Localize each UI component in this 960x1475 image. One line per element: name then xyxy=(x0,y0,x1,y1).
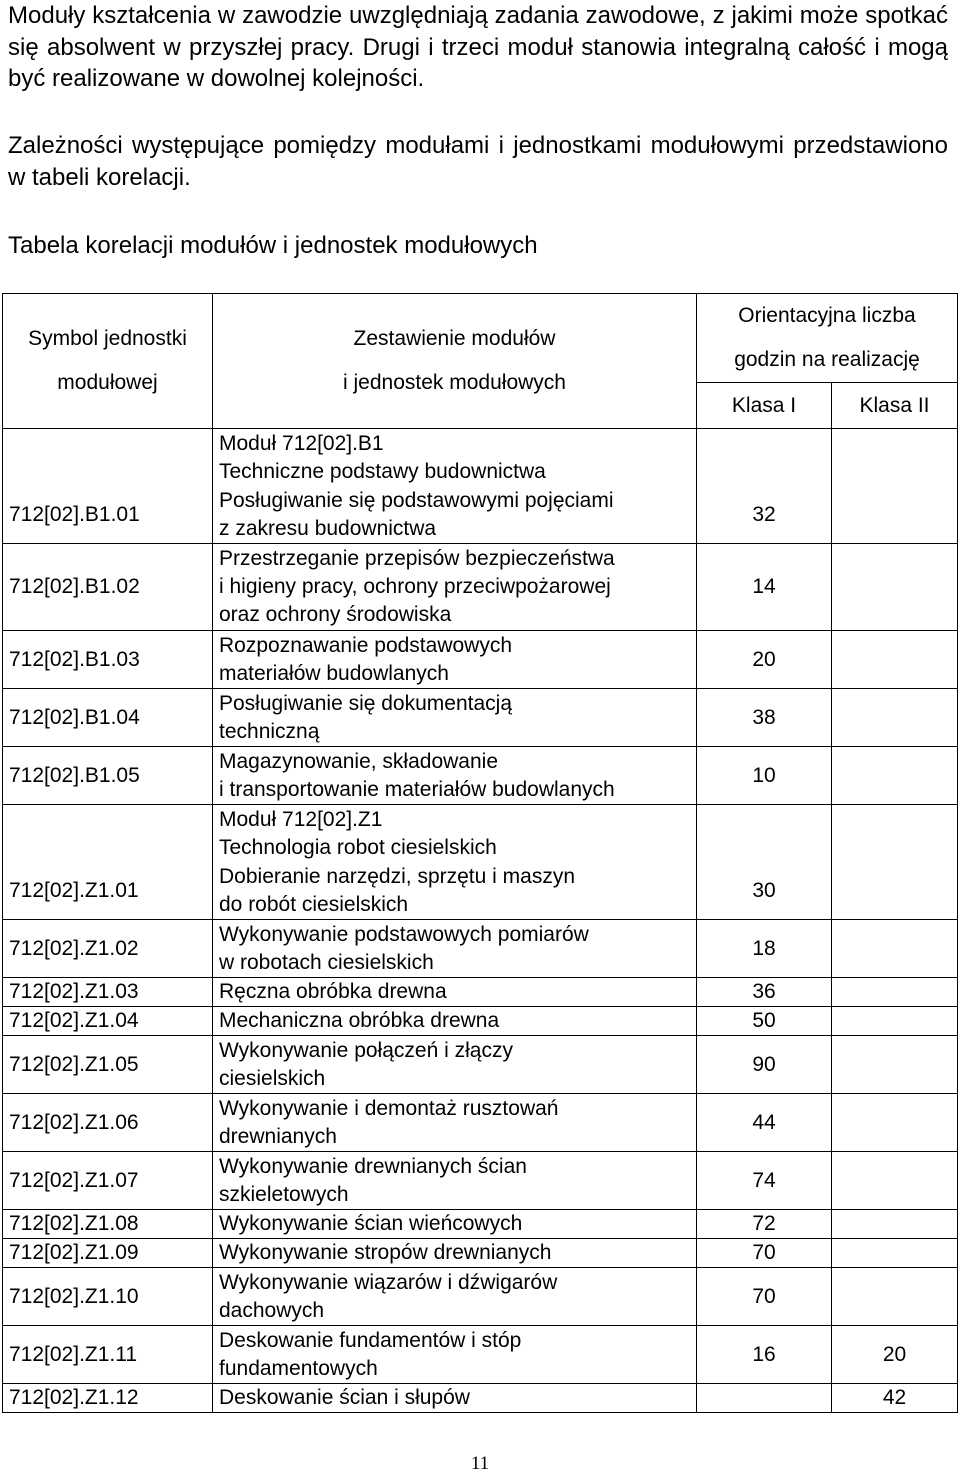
header-symbol-line2: modułowej xyxy=(57,371,158,394)
module-hours-cell xyxy=(832,429,958,487)
row-hours-class2 xyxy=(832,978,958,1007)
table-row xyxy=(3,1152,958,1210)
module-b1-title xyxy=(213,429,697,487)
header-class-1: Klasa I xyxy=(697,383,832,429)
header-description-line1: Zestawienie modułów xyxy=(353,327,556,350)
row-hours-class1: 18 xyxy=(697,920,832,978)
row-hours-class1: 16 xyxy=(697,1326,832,1384)
row-symbol: 712[02].Z1.05 xyxy=(3,1036,213,1094)
row-name: Przestrzeganie przepisów bezpieczeństwa xyxy=(219,547,615,570)
row-hours-class2 xyxy=(832,747,958,805)
header-hours-line2: godzin na realizację xyxy=(734,348,920,371)
row-hours-class2 xyxy=(832,862,958,920)
module-hours-cell xyxy=(697,429,832,487)
table-row xyxy=(3,486,958,544)
table-row xyxy=(3,689,958,747)
module-b1-name: Techniczne podstawy budownictwa xyxy=(219,459,546,483)
row-hours-class1: 32 xyxy=(697,486,832,544)
table-row xyxy=(3,747,958,805)
row-hours-class1: 50 xyxy=(697,1007,832,1036)
row-symbol: 712[02].Z1.11 xyxy=(3,1326,213,1384)
row-name: Wykonywanie podstawowych pomiarów xyxy=(219,922,589,946)
correlation-table xyxy=(2,293,958,1413)
row-name: i transportowanie materiałów budowlanych xyxy=(219,777,615,801)
row-hours-class1 xyxy=(697,1384,832,1413)
row-hours-class2 xyxy=(832,1094,958,1152)
header-symbol xyxy=(3,294,213,429)
row-name: Rozpoznawanie podstawowych xyxy=(219,633,513,657)
row-symbol: 712[02].B1.04 xyxy=(3,689,213,747)
row-symbol: 712[02].Z1.04 xyxy=(3,1007,213,1036)
row-name: i higieny pracy, ochrony przeciwpożarowej xyxy=(219,575,611,598)
row-hours-class1: 38 xyxy=(697,689,832,747)
row-name: Wykonywanie wiązarów i dźwigarów xyxy=(219,1270,558,1294)
row-name: ciesielskich xyxy=(219,1066,326,1090)
row-name: Deskowanie ścian i słupów xyxy=(219,1386,470,1409)
row-name: Mechaniczna obróbka drewna xyxy=(219,1009,500,1032)
row-hours-class2 xyxy=(832,920,958,978)
row-name: dachowych xyxy=(219,1298,325,1322)
module-z1-code: Moduł 712[02].Z1 xyxy=(219,807,383,831)
header-description xyxy=(213,294,697,429)
row-name: oraz ochrony środowiska xyxy=(219,603,452,626)
page-number: 11 xyxy=(470,1453,490,1474)
row-hours-class1: 74 xyxy=(697,1152,832,1210)
module-hours-cell xyxy=(697,805,832,863)
row-hours-class1: 70 xyxy=(697,1268,832,1326)
module-z1-title xyxy=(213,805,697,863)
row-name: Magazynowanie, składowanie xyxy=(219,749,498,773)
row-hours-class1: 90 xyxy=(697,1036,832,1094)
row-name: Wykonywanie ścian wieńcowych xyxy=(219,1212,523,1235)
row-symbol: 712[02].Z1.10 xyxy=(3,1268,213,1326)
table-row xyxy=(3,544,958,631)
row-hours-class2 xyxy=(832,544,958,631)
table-row xyxy=(3,1007,958,1036)
row-hours-class1: 14 xyxy=(697,544,832,631)
row-name: techniczną xyxy=(219,719,320,743)
row-name: w robotach ciesielskich xyxy=(219,950,434,974)
row-hours-class2 xyxy=(832,486,958,544)
row-hours-class1: 36 xyxy=(697,978,832,1007)
row-symbol: 712[02].B1.01 xyxy=(3,486,213,544)
row-symbol: 712[02].B1.05 xyxy=(3,747,213,805)
row-hours-class2 xyxy=(832,1268,958,1326)
row-hours-class1: 10 xyxy=(697,747,832,805)
row-name: Wykonywanie połączeń i złączy xyxy=(219,1038,513,1062)
module-symbol-cell xyxy=(3,805,213,863)
row-name: Posługiwanie się dokumentacją xyxy=(219,691,513,715)
header-hours-line1: Orientacyjna liczba xyxy=(738,304,916,327)
table-title: Tabela korelacji modułów i jednostek modułowych xyxy=(8,232,538,259)
row-hours-class2: 20 xyxy=(832,1326,958,1384)
table-row xyxy=(3,920,958,978)
row-symbol: 712[02].Z1.07 xyxy=(3,1152,213,1210)
row-hours-class1: 44 xyxy=(697,1094,832,1152)
row-hours-class2 xyxy=(832,1210,958,1239)
module-hours-cell xyxy=(832,805,958,863)
row-hours-class2 xyxy=(832,1152,958,1210)
row-name: fundamentowych xyxy=(219,1356,378,1380)
row-hours-class1: 20 xyxy=(697,631,832,689)
row-symbol: 712[02].Z1.09 xyxy=(3,1239,213,1268)
row-name: Ręczna obróbka drewna xyxy=(219,980,447,1003)
row-name: Wykonywanie i demontaż rusztowań xyxy=(219,1096,559,1120)
header-symbol-line1: Symbol jednostki xyxy=(28,327,187,350)
row-hours-class2 xyxy=(832,1007,958,1036)
row-hours-class2 xyxy=(832,1239,958,1268)
row-name: szkieletowych xyxy=(219,1182,349,1206)
intro-paragraph-2: Zależności występujące pomiędzy modułami i jednostkami modułowymi przedstawiono w tabeli korelacji. xyxy=(8,132,948,191)
table-row xyxy=(3,631,958,689)
row-hours-class1: 30 xyxy=(697,862,832,920)
row-symbol: 712[02].B1.02 xyxy=(3,544,213,631)
row-symbol: 712[02].Z1.02 xyxy=(3,920,213,978)
row-name: Wykonywanie drewnianych ścian xyxy=(219,1154,527,1178)
row-hours-class2 xyxy=(832,631,958,689)
row-name: Deskowanie fundamentów i stóp xyxy=(219,1328,522,1352)
header-class-2: Klasa II xyxy=(832,383,958,429)
table-row xyxy=(3,1210,958,1239)
table-row xyxy=(3,1094,958,1152)
row-symbol: 712[02].Z1.12 xyxy=(3,1384,213,1413)
row-name: Dobieranie narzędzi, sprzętu i maszyn xyxy=(219,864,575,888)
row-hours-class1: 70 xyxy=(697,1239,832,1268)
header-description-line2: i jednostek modułowych xyxy=(343,371,566,394)
table-row xyxy=(3,862,958,920)
row-name: drewnianych xyxy=(219,1124,337,1148)
table-row xyxy=(3,1268,958,1326)
table-row xyxy=(3,1036,958,1094)
row-hours-class1: 72 xyxy=(697,1210,832,1239)
module-b1-code: Moduł 712[02].B1 xyxy=(219,431,384,455)
row-name: Posługiwanie się podstawowymi pojęciami xyxy=(219,488,614,512)
row-name: do robót ciesielskich xyxy=(219,892,409,916)
table-row xyxy=(3,978,958,1007)
row-symbol: 712[02].Z1.01 xyxy=(3,862,213,920)
row-symbol: 712[02].B1.03 xyxy=(3,631,213,689)
table-row xyxy=(3,1326,958,1384)
row-hours-class2 xyxy=(832,689,958,747)
row-symbol: 712[02].Z1.03 xyxy=(3,978,213,1007)
row-symbol: 712[02].Z1.06 xyxy=(3,1094,213,1152)
row-name: Wykonywanie stropów drewnianych xyxy=(219,1241,552,1264)
table-row xyxy=(3,1239,958,1268)
intro-paragraph-1: Moduły kształcenia w zawodzie uwzględniają zadania zawodowe, z jakimi może spotkać się absolwent w przyszłej pracy. Drugi i trzeci moduł stanowia integralną całość i mogą być realizowane w dowolnej kolejności. xyxy=(8,2,948,92)
module-z1-name: Technologia robot ciesielskich xyxy=(219,835,497,859)
row-hours-class2 xyxy=(832,1036,958,1094)
row-name: materiałów budowlanych xyxy=(219,661,449,685)
table-row xyxy=(3,1384,958,1413)
row-symbol: 712[02].Z1.08 xyxy=(3,1210,213,1239)
row-hours-class2: 42 xyxy=(832,1384,958,1413)
row-name: z zakresu budownictwa xyxy=(219,516,437,540)
header-hours xyxy=(697,294,958,383)
module-symbol-cell xyxy=(3,429,213,487)
